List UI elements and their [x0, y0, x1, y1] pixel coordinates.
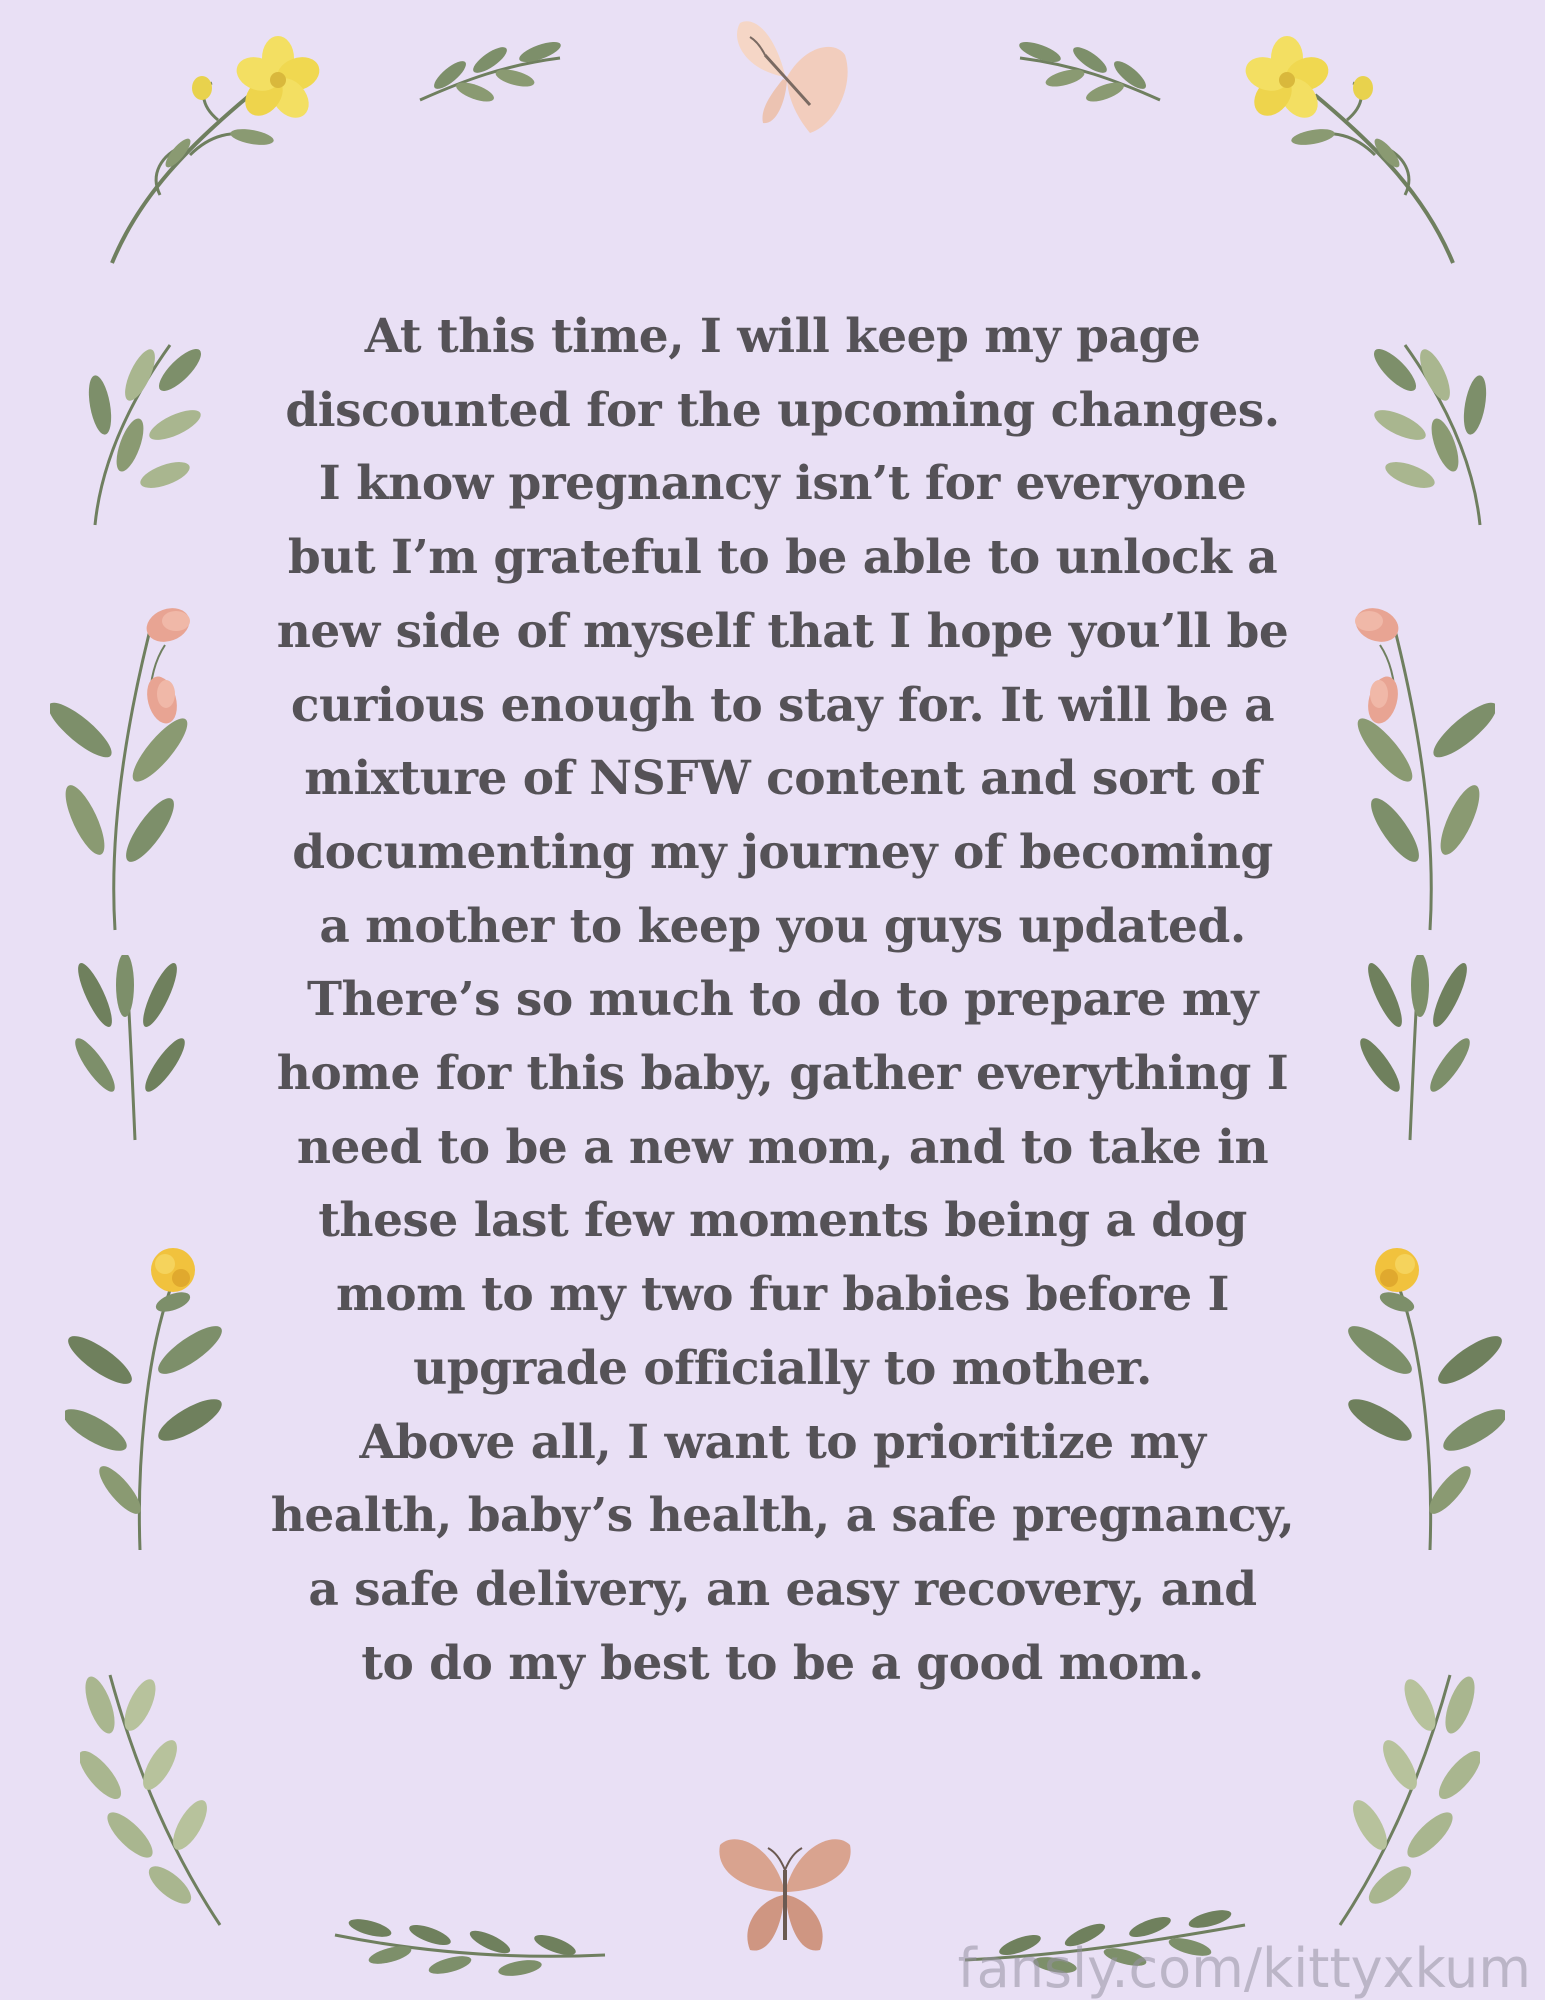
- pink-flower-icon: [50, 600, 210, 935]
- message-line: health, baby’s health, a safe pregnancy,: [270, 1488, 1295, 1544]
- message-line: discounted for the upcoming changes.: [285, 382, 1280, 438]
- message-line: mixture of NSFW content and sort of: [304, 751, 1261, 807]
- message-line: a mother to keep you guys updated.: [319, 898, 1246, 954]
- leaf-sprig-icon: [80, 1665, 225, 1930]
- butterfly-icon: [710, 1830, 860, 1965]
- yellow-flower-icon: [100, 25, 340, 270]
- leaf-sprig-icon: [1335, 1665, 1480, 1930]
- leaf-sprig-icon: [80, 335, 210, 530]
- announcement-text: [230, 300, 1335, 1700]
- message-line: documenting my journey of becoming: [292, 824, 1273, 880]
- leaf-sprig-icon: [330, 1910, 610, 1980]
- message-line: new side of myself that I hope you’ll be: [276, 603, 1289, 659]
- leaf-sprig-icon: [1350, 955, 1480, 1145]
- message-line: home for this baby, gather everything I: [276, 1046, 1289, 1102]
- butterfly-icon: [715, 15, 855, 140]
- leaf-sprig-icon: [65, 955, 195, 1145]
- clover-flower-icon: [1345, 1230, 1505, 1555]
- pink-flower-icon: [1335, 600, 1495, 935]
- message-line: to do my best to be a good mom.: [361, 1635, 1204, 1691]
- message-line: upgrade officially to mother.: [413, 1340, 1152, 1396]
- leaf-sprig-icon: [1365, 335, 1495, 530]
- message-line: There’s so much to do to prepare my: [307, 972, 1258, 1028]
- message-line: need to be a new mom, and to take in: [296, 1119, 1269, 1175]
- message-line: At this time, I will keep my page: [364, 309, 1201, 364]
- message-line: curious enough to stay for. It will be a: [290, 677, 1275, 733]
- leaf-sprig-icon: [415, 30, 565, 110]
- message-line: Above all, I want to prioritize my: [359, 1414, 1206, 1470]
- clover-flower-icon: [65, 1230, 225, 1555]
- leaf-sprig-icon: [1015, 30, 1165, 110]
- yellow-flower-icon: [1225, 25, 1465, 270]
- message-line: but I’m grateful to be able to unlock a: [287, 530, 1278, 586]
- message-line: I know pregnancy isn’t for everyone: [318, 456, 1247, 512]
- watermark-text: fansly.com/kittyxkum: [957, 1937, 1531, 2000]
- message-line: these last few moments being a dog: [318, 1193, 1247, 1249]
- message-line: a safe delivery, an easy recovery, and: [308, 1561, 1257, 1617]
- message-line: mom to my two fur babies before I: [335, 1267, 1229, 1323]
